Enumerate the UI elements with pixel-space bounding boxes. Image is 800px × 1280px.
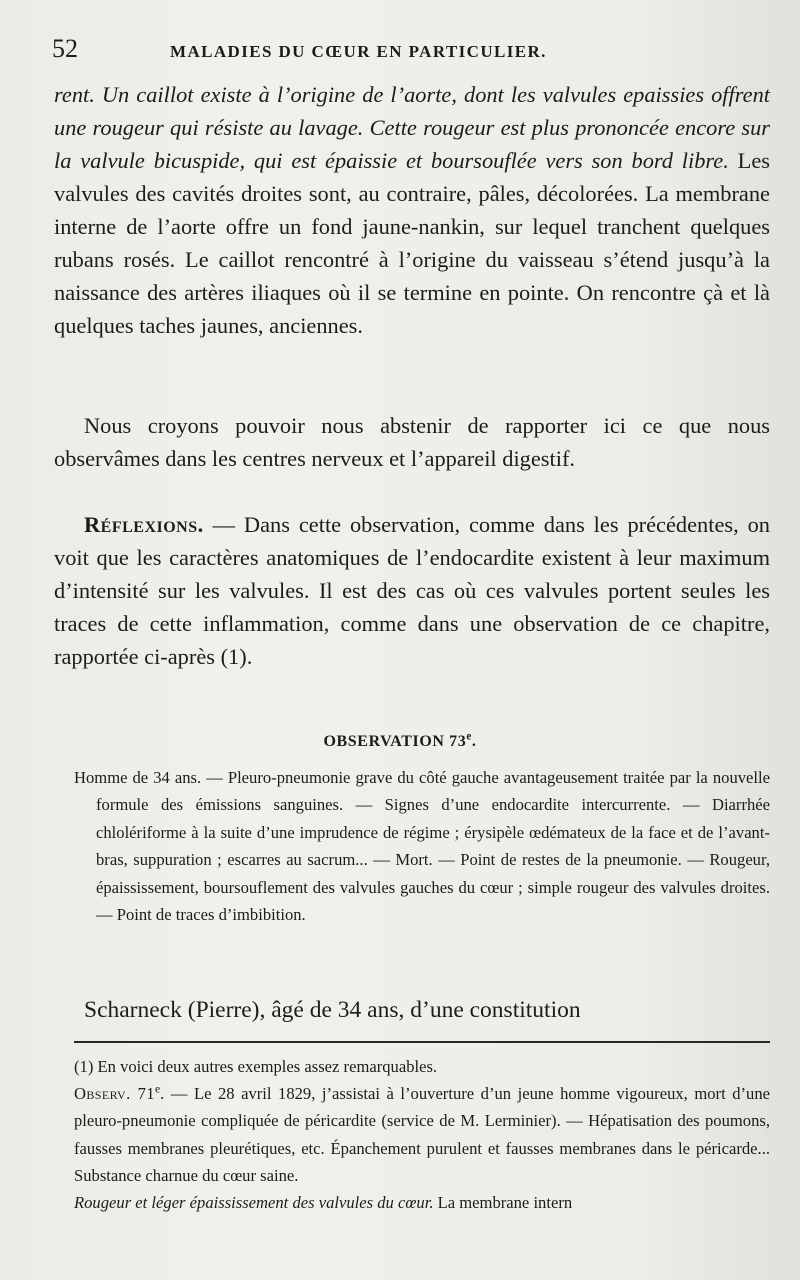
footnote-observ-71: Observ. 71e. — Le 28 avril 1829, j’assistai à l’ouverture d’un jeune homme vigoureux, mort d’une pleuro-pneumonie compliquée de péricardite (service de M. Lerminier). — Hépatisation des poumons, fausses membranes pleurétiques, etc. Épanchement purulent et fausses membranes dans le péricarde... Substance charnue du cœur saine. — [74, 1082, 770, 1185]
reflexions-text: — Dans cette observation, comme dans les précédentes, on voit que les caractères anatomiques de l’endocardite existent à leur maximum d’intensité sur les valvules. Il est des cas où ces valvules portent seules les traces de cette inflammation, comme dans une observation de ce chapitre, rapportée ci-après (1). — [54, 512, 770, 669]
italic-passage: rent. Un caillot existe à l’origine de l’aorte, dont les valvules epaissies offrent une rougeur qui résiste au lavage. Cette rougeur est plus prononcée encore sur la valvule bicuspide, qui est épaissie et boursouflée vers son bord libre. — [54, 82, 770, 173]
footnote-1: (1) En voici deux autres exemples assez remarquables. — [74, 1057, 438, 1076]
body-paragraph-3 — [54, 508, 770, 673]
body-paragraph-1 — [54, 78, 770, 342]
observation-opening-line: Scharneck (Pierre), âgé de 34 ans, d’une constitution — [84, 997, 581, 1023]
summary-text: Homme de 34 ans. — Pleuro-pneumonie grave du côté gauche avantageusement traitée par la nouvelle formule des émissions sanguines. — Signes d’une endocardite intercurrente. — Diarrhée chlolériforme à la suite d’une imprudence de régime ; érysipèle œdémateux de la face et de l’avant-bras, suppuration ; escarres au sacrum... — Mort. — Point de restes de la pneumonie. — Rougeur, épaississement, boursouflement des valvules gauches du cœur ; simple rougeur des valvules droites. — Point de traces d’imbibition. — [74, 768, 770, 925]
page-number: 52 — [52, 34, 78, 63]
observation-title: OBSERVATION 73e. — [323, 730, 477, 750]
footnote-last-line: Rougeur et léger épaississement des valvules du cœur. La membrane intern — [74, 1193, 573, 1213]
observation-summary — [74, 764, 770, 928]
roman-passage: Les valvules des cavités droites sont, au contraire, pâles, décolorées. La membrane interne de l’aorte offre un fond jaune-nankin, sur lequel tranchent quelques rubans rosés. Le caillot rencontré à l’origine du vaisseau s’étend jusqu’à la naissance des artères iliaques où il se termine en pointe. On rencontre çà et là quelques taches jaunes, anciennes. — [54, 148, 770, 338]
footnote-divider — [74, 1041, 770, 1043]
page-header — [52, 34, 772, 68]
paragraph-text: Nous croyons pouvoir nous abstenir de rapporter ici ce que nous observâmes dans les centres nerveux et l’appareil digestif. — [54, 413, 770, 471]
running-title: MALADIES DU CŒUR EN PARTICULIER. — [170, 42, 547, 61]
body-paragraph-2 — [54, 409, 770, 475]
reflexions-label: Réflexions. — [84, 512, 204, 537]
footnotes — [74, 1053, 770, 1216]
